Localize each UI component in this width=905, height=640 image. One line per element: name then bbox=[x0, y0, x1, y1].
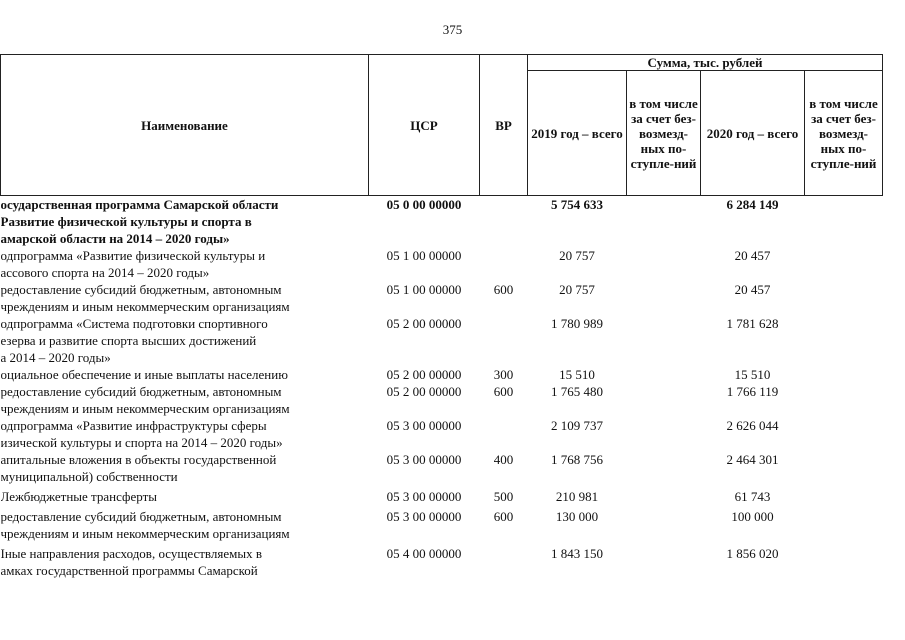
row-vr: 300 bbox=[493, 367, 514, 382]
header-2019-total: 2019 год – всего bbox=[528, 71, 627, 196]
row-vr bbox=[480, 315, 528, 366]
row-csr: 05 2 00 00000 bbox=[386, 316, 462, 331]
header-sum-group: Сумма, тыс. рублей bbox=[528, 55, 883, 71]
row-vr bbox=[480, 196, 528, 248]
row-name: одпрограмма «Система подготовки спортивного езерва и развитие спорта высших достижений а 2014 – 2020 годы» bbox=[0, 316, 268, 365]
table-row bbox=[1, 366, 883, 383]
row-csr: 05 1 00 00000 bbox=[386, 282, 462, 297]
header-2019-gratuitous: в том числе за счет без-возмезд-ных по-ступле-ний bbox=[627, 71, 701, 196]
row-2020-gratuitous bbox=[805, 281, 883, 315]
table-row bbox=[1, 505, 883, 542]
row-name: редоставление субсидий бюджетным, автономным чреждениям и иным некоммерческим организациям bbox=[0, 384, 290, 416]
table-row bbox=[1, 281, 883, 315]
row-2020-gratuitous bbox=[805, 196, 883, 248]
page-number: 375 bbox=[442, 22, 463, 37]
row-2019-gratuitous bbox=[627, 505, 701, 542]
row-2019-gratuitous bbox=[627, 315, 701, 366]
header-name: Наименование bbox=[1, 55, 369, 196]
row-2020-total: 20 457 bbox=[734, 248, 771, 263]
row-name: редоставление субсидий бюджетным, автономным чреждениям и иным некоммерческим организациям bbox=[0, 509, 290, 541]
row-2019-total: 1 843 150 bbox=[551, 546, 603, 561]
row-2020-gratuitous bbox=[805, 542, 883, 579]
row-2020-total: 100 000 bbox=[731, 509, 774, 524]
row-2020-total: 2 626 044 bbox=[726, 418, 779, 433]
table-row bbox=[1, 196, 883, 248]
table-row bbox=[1, 315, 883, 366]
row-2019-total: 20 757 bbox=[559, 282, 595, 297]
row-name: одпрограмма «Развитие инфраструктуры сферы изической культуры и спорта на 2014 – 2020 годы» bbox=[0, 418, 283, 450]
row-2020-total: 6 284 149 bbox=[726, 197, 779, 212]
row-2019-gratuitous bbox=[627, 383, 701, 417]
row-2019-total: 1 768 756 bbox=[551, 452, 603, 467]
row-2019-total: 2 109 737 bbox=[551, 418, 603, 433]
row-vr: 600 bbox=[493, 509, 514, 524]
row-2020-total: 1 766 119 bbox=[726, 384, 779, 399]
table-row bbox=[1, 451, 883, 485]
row-2020-gratuitous bbox=[805, 366, 883, 383]
header-vr: ВР bbox=[480, 55, 528, 196]
row-vr bbox=[480, 417, 528, 451]
row-2020-gratuitous bbox=[805, 505, 883, 542]
row-name: оциальное обеспечение и иные выплаты населению bbox=[0, 367, 288, 382]
row-csr: 05 2 00 00000 bbox=[386, 384, 462, 399]
row-2019-gratuitous bbox=[627, 485, 701, 505]
row-2020-gratuitous bbox=[805, 417, 883, 451]
table-row bbox=[1, 247, 883, 281]
row-csr: 05 4 00 00000 bbox=[386, 546, 462, 561]
row-2020-total: 61 743 bbox=[734, 489, 771, 504]
row-csr: 05 1 00 00000 bbox=[386, 248, 462, 263]
row-csr: 05 3 00 00000 bbox=[386, 509, 462, 524]
budget-table bbox=[0, 54, 883, 579]
row-csr: 05 2 00 00000 bbox=[386, 367, 462, 382]
row-name: апитальные вложения в объекты государственной муниципальной) собственности bbox=[0, 452, 277, 484]
row-2020-gratuitous bbox=[805, 247, 883, 281]
row-csr: 05 3 00 00000 bbox=[386, 489, 462, 504]
row-2020-total: 2 464 301 bbox=[726, 452, 779, 467]
row-2019-gratuitous bbox=[627, 542, 701, 579]
row-2019-total: 20 757 bbox=[559, 248, 595, 263]
header-csr: ЦСР bbox=[369, 55, 480, 196]
table-row bbox=[1, 383, 883, 417]
row-csr: 05 3 00 00000 bbox=[386, 452, 462, 467]
row-vr bbox=[480, 247, 528, 281]
row-2019-total: 5 754 633 bbox=[551, 197, 603, 212]
row-2019-total: 1 765 480 bbox=[551, 384, 603, 399]
row-2019-gratuitous bbox=[627, 366, 701, 383]
row-2019-gratuitous bbox=[627, 247, 701, 281]
row-name: одпрограмма «Развитие физической культуры и ассового спорта на 2014 – 2020 годы» bbox=[0, 248, 266, 280]
row-2020-gratuitous bbox=[805, 315, 883, 366]
row-csr: 05 3 00 00000 bbox=[386, 418, 462, 433]
table-row bbox=[1, 417, 883, 451]
row-2020-gratuitous bbox=[805, 383, 883, 417]
row-2019-total: 130 000 bbox=[555, 509, 599, 524]
row-2019-total: 15 510 bbox=[559, 367, 595, 382]
row-vr: 600 bbox=[493, 384, 514, 399]
row-vr: 600 bbox=[493, 282, 514, 297]
row-csr: 05 0 00 00000 bbox=[386, 197, 462, 212]
row-2020-gratuitous bbox=[805, 451, 883, 485]
row-2020-total: 1 856 020 bbox=[726, 546, 779, 561]
row-2019-gratuitous bbox=[627, 281, 701, 315]
table-row bbox=[1, 485, 883, 505]
row-2019-gratuitous bbox=[627, 451, 701, 485]
row-name: редоставление субсидий бюджетным, автономным чреждениям и иным некоммерческим организациям bbox=[0, 282, 290, 314]
row-vr: 500 bbox=[493, 489, 514, 504]
row-vr bbox=[480, 542, 528, 579]
row-2020-total: 20 457 bbox=[734, 282, 771, 297]
row-name: Лежбюджетные трансферты bbox=[0, 489, 157, 504]
row-2020-total: 15 510 bbox=[734, 367, 771, 382]
row-2019-total: 210 981 bbox=[555, 489, 599, 504]
row-vr: 400 bbox=[493, 452, 514, 467]
row-2020-total: 1 781 628 bbox=[726, 316, 779, 331]
header-2020-gratuitous: в том числе за счет без-возмезд-ных по-ступле-ний bbox=[805, 71, 883, 196]
row-2020-gratuitous bbox=[805, 485, 883, 505]
row-2019-gratuitous bbox=[627, 417, 701, 451]
row-name: осударственная программа Самарской области Развитие физической культуры и спорта в амарской области на 2014 – 2020 годы» bbox=[0, 197, 279, 246]
row-name: Іные направления расходов, осуществляемых в амках государственной программы Самарской bbox=[0, 546, 262, 578]
header-2020-total: 2020 год – всего bbox=[701, 71, 805, 196]
row-2019-total: 1 780 989 bbox=[551, 316, 603, 331]
table-row bbox=[1, 542, 883, 579]
row-2019-gratuitous bbox=[627, 196, 701, 248]
